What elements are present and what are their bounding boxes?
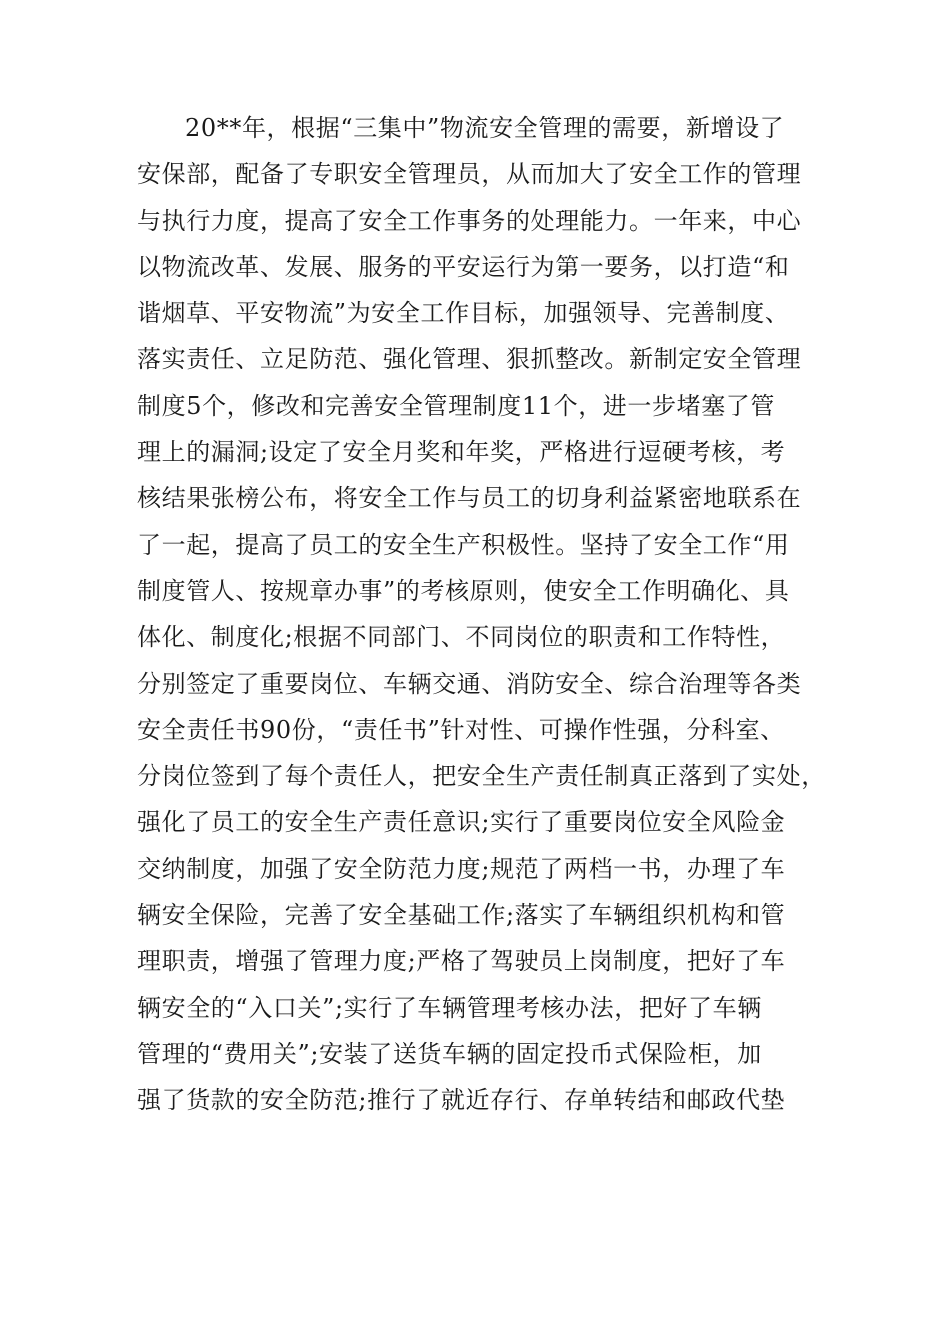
text-line: 落实责任、立足防范、强化管理、狠抓整改。新制定安全管理 [137,345,802,374]
text-line: 制度管人、按规章办事”的考核原则，使安全工作明确化、具 [137,576,790,605]
text-line: 谐烟草、平安物流”为安全工作目标，加强领导、完善制度、 [137,299,790,328]
text-line: 理上的漏洞;设定了安全月奖和年奖，严格进行逗硬考核，考 [137,438,786,467]
text-line: 安全责任书90份，“责任书”针对性、可操作性强，分科室、 [137,715,785,744]
text-line: 交纳制度，加强了安全防范力度;规范了两档一书，办理了车 [137,854,786,883]
text-line: 20**年，根据“三集中”物流安全管理的需要，新增设了 [185,114,785,142]
text-line: 制度5个，修改和完善安全管理制度11个，进一步堵塞了管 [137,391,776,420]
text-line: 理职责，增强了管理力度;严格了驾驶员上岗制度，把好了车 [137,947,786,976]
text-line: 与执行力度，提高了安全工作事务的处理能力。一年来，中心 [137,206,802,235]
text-line: 辆安全的“入口关”;实行了车辆管理考核办法，把好了车辆 [137,993,762,1022]
body-paragraph [137,105,837,1124]
text-line: 分别签定了重要岗位、车辆交通、消防安全、综合治理等各类 [137,669,802,698]
text-line: 体化、制度化;根据不同部门、不同岗位的职责和工作特性， [137,623,786,652]
text-line: 以物流改革、发展、服务的平安运行为第一要务，以打造“和 [137,252,790,281]
text-line: 核结果张榜公布，将安全工作与员工的切身利益紧密地联系在 [137,484,802,513]
text-line: 了一起，提高了员工的安全生产积极性。坚持了安全工作“用 [137,530,790,559]
text-line: 管理的“费用关”;安装了送货车辆的固定投币式保险柜，加 [137,1039,762,1068]
text-line: 强化了员工的安全生产责任意识;实行了重要岗位安全风险金 [137,808,786,837]
text-line: 分岗位签到了每个责任人，把安全生产责任制真正落到了实处， [137,762,826,791]
text-line: 辆安全保险，完善了安全基础工作;落实了车辆组织机构和管 [137,901,786,930]
text-line: 安保部，配备了专职安全管理员，从而加大了安全工作的管理 [137,160,802,189]
text-line: 强了货款的安全防范;推行了就近存行、存单转结和邮政代垫 [137,1086,786,1115]
